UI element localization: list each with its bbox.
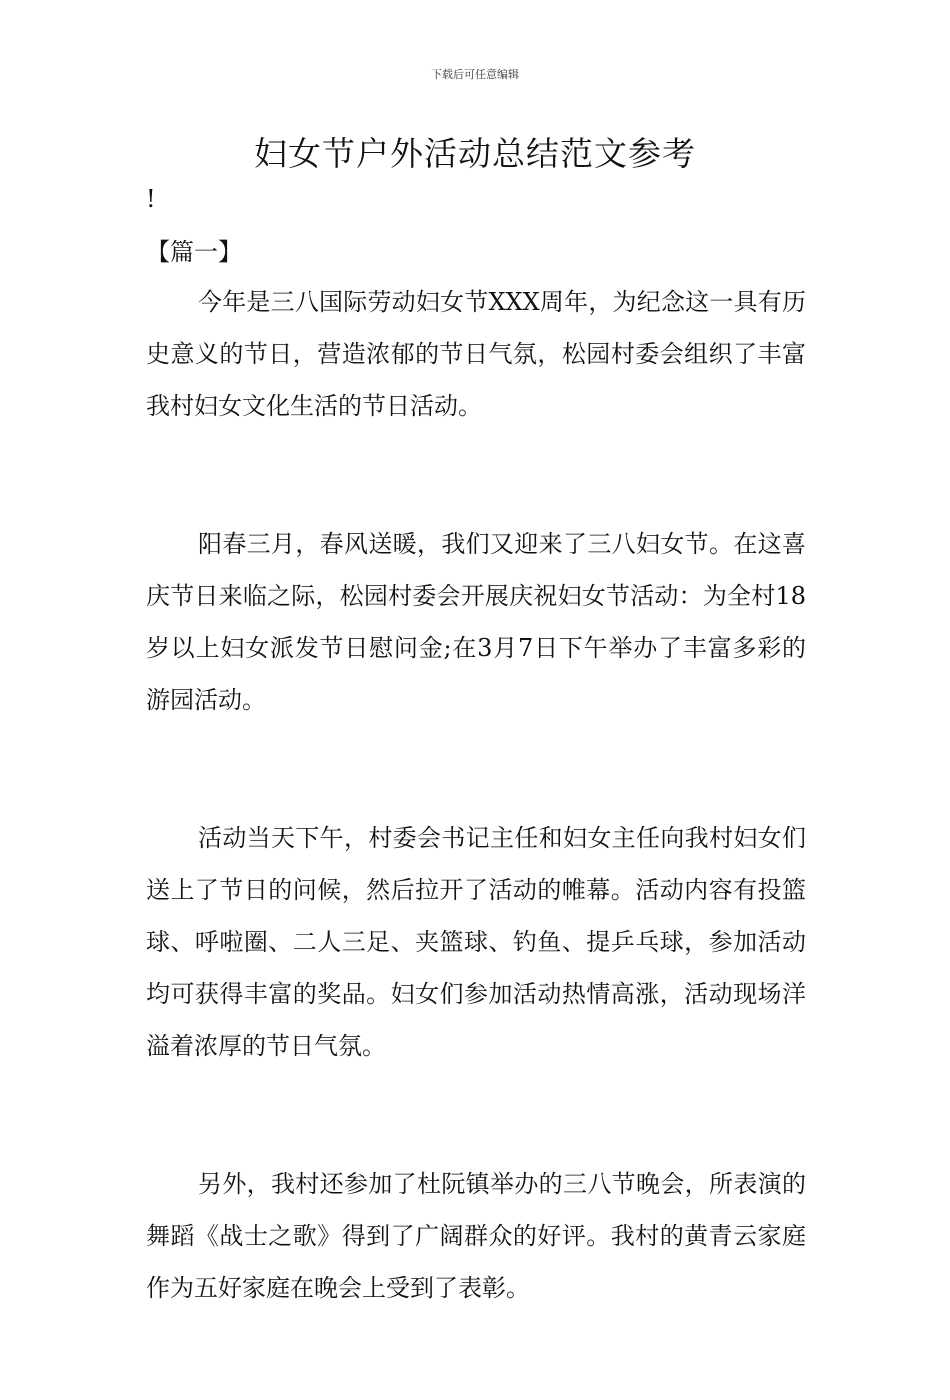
paragraph: 今年是三八国际劳动妇女节XXX周年，为纪念这一具有历史意义的节日，营造浓郁的节日气氛，松园村委会组织了丰富我村妇女文化生活的节日活动。 — [146, 288, 806, 420]
paragraph: 阳春三月，春风送暖，我们又迎来了三八妇女节。在这喜庆节日来临之际，松园村委会开展庆祝妇女节活动：为全村18岁以上妇女派发节日慰问金;在3月7日下午举办了丰富多彩的游园活动。 — [146, 530, 806, 714]
body-text — [146, 276, 806, 1400]
paragraph: 另外，我村还参加了杜阮镇举办的三八节晚会，所表演的舞蹈《战士之歌》得到了广阔群众的好评。我村的黄青云家庭作为五好家庭在晚会上受到了表彰。 — [146, 1170, 806, 1302]
section-label: 【篇一】 — [146, 238, 242, 266]
exclamation-mark: ! — [146, 185, 156, 213]
document-title: 妇女节户外活动总结范文参考 — [254, 134, 696, 173]
paragraph: 活动当天下午，村委会书记主任和妇女主任向我村妇女们送上了节日的问候，然后拉开了活动的帷幕。活动内容有投篮球、呼啦圈、二人三足、夹篮球、钓鱼、提乒乓球，参加活动均可获得丰富的奖品。妇女们参加活动热情高涨，活动现场洋溢着浓厚的节日气氛。 — [146, 824, 806, 1060]
header-note: 下载后可任意编辑 — [431, 68, 519, 81]
